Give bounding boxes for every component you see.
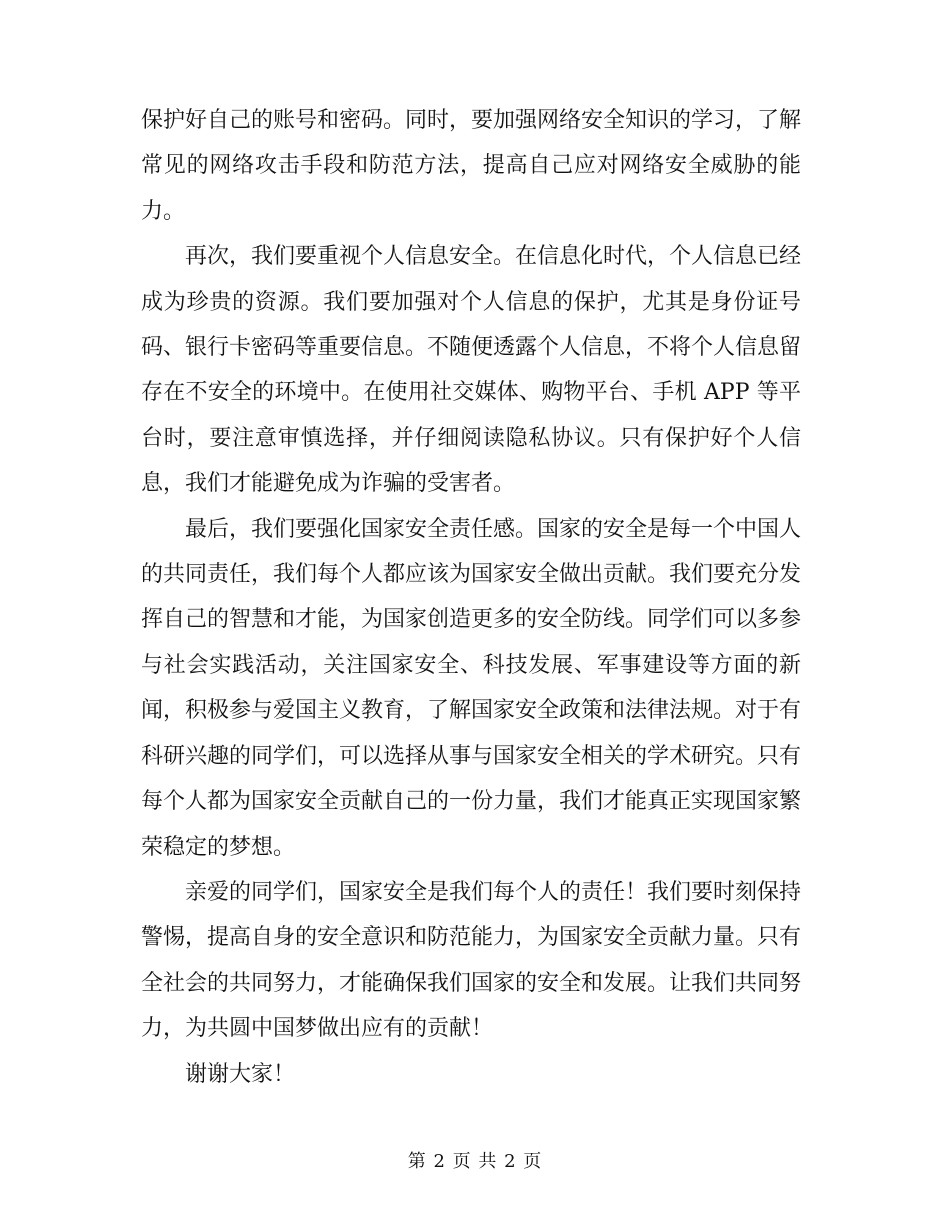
page-number-footer: 第 2 页 共 2 页: [407, 1151, 543, 1172]
paragraph-thanks: 谢谢大家！: [185, 1061, 296, 1087]
document-body: [141, 98, 801, 1097]
paragraph-continuation: 保护好自己的账号和密码。同时，要加强网络安全知识的学习，了解常见的网络攻击手段和防范方法，提高自己应对网络安全威胁的能力。: [141, 108, 802, 224]
paragraph-national-security: 最后，我们要强化国家安全责任感。国家的安全是每一个中国人的共同责任，我们每个人都应该为国家安全做出贡献。我们要充分发挥自己的智慧和才能，为国家创造更多的安全防线。同学们可以多参与社会实践活动，关注国家安全、科技发展、军事建设等方面的新闻，积极参与爱国主义教育，了解国家安全政策和法律法规。对于有科研兴趣的同学们，可以选择从事与国家安全相关的学术研究。只有每个人都为国家安全贡献自己的一份力量，我们才能真正实现国家繁荣稳定的梦想。: [141, 516, 802, 860]
paragraph-personal-info: 再次，我们要重视个人信息安全。在信息化时代，个人信息已经成为珍贵的资源。我们要加强对个人信息的保护，尤其是身份证号码、银行卡密码等重要信息。不随便透露个人信息，不将个人信息留存在不安全的环境中。在使用社交媒体、购物平台、手机 APP 等平台时，要注意审慎选择，并仔细阅读隐私协议。只有保护好个人信息，我们才能避免成为诈骗的受害者。: [141, 244, 802, 497]
paragraph-closing-appeal: 亲爱的同学们，国家安全是我们每个人的责任！我们要时刻保持警惕，提高自身的安全意识和防范能力，为国家安全贡献力量。只有全社会的共同努力，才能确保我们国家的安全和发展。让我们共同努力，为共圆中国梦做出应有的贡献！: [141, 879, 802, 1042]
